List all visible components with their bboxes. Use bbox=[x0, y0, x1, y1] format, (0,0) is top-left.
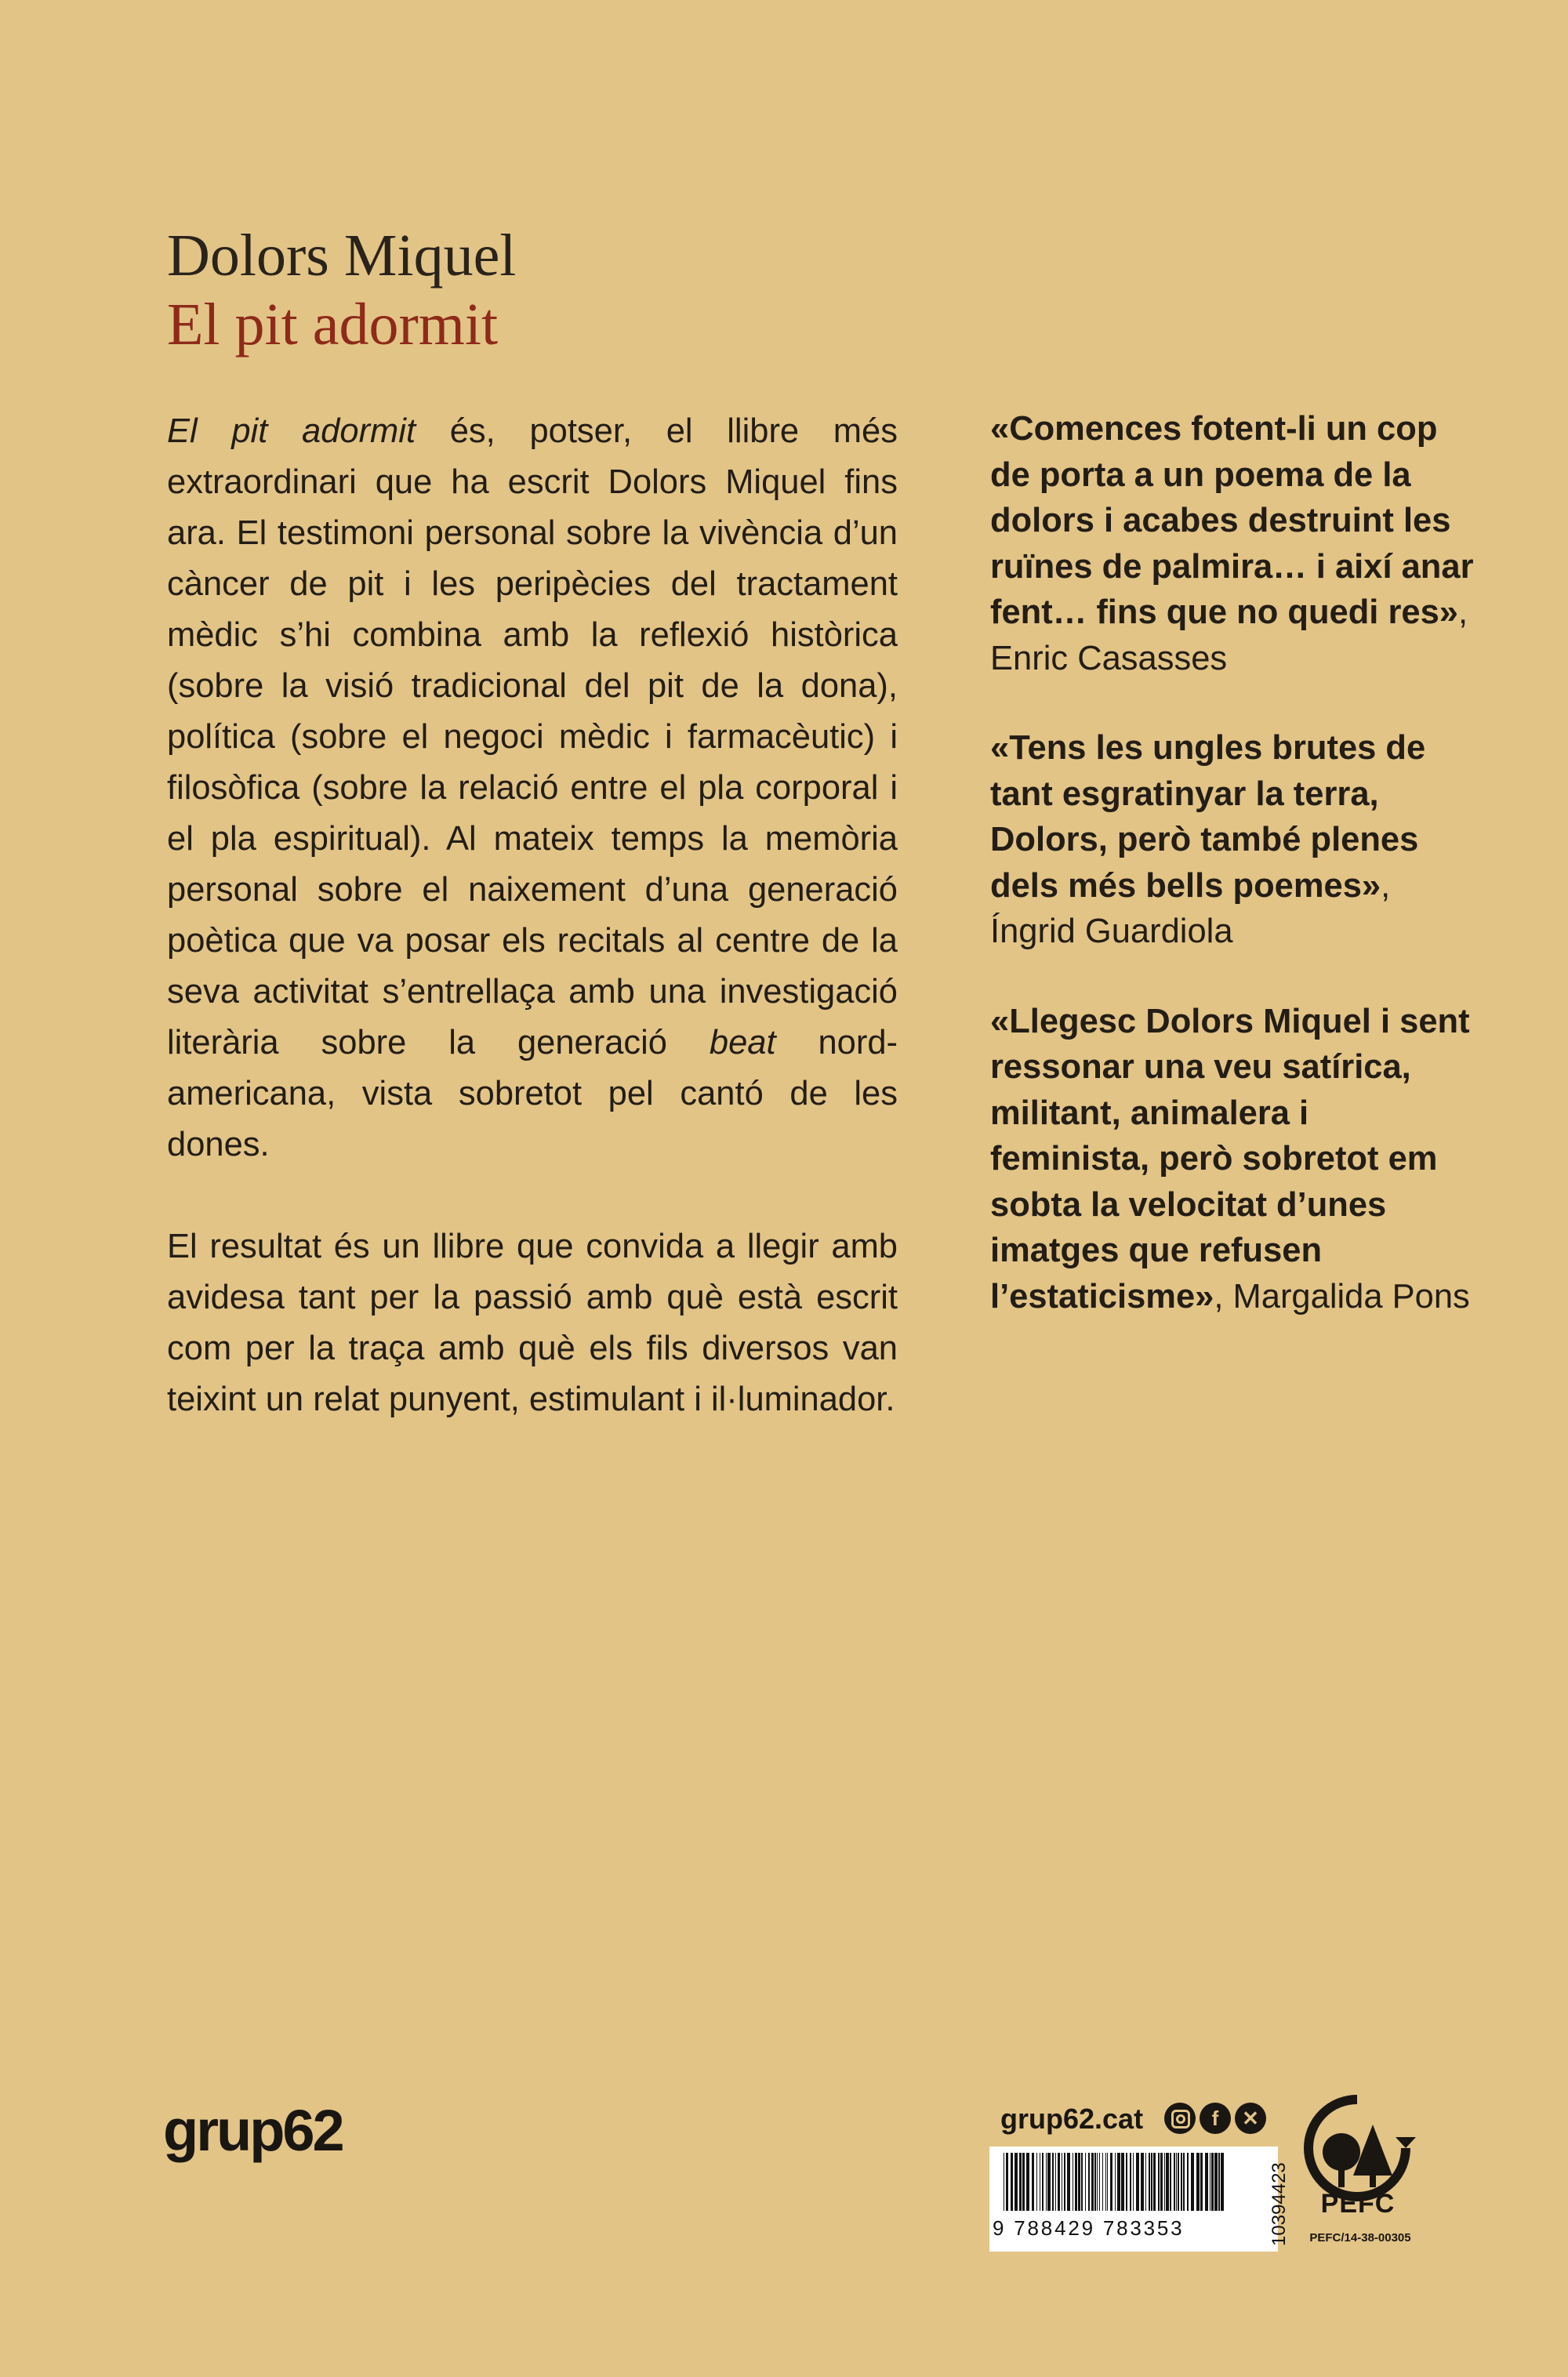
description-paragraph-2: El resultat és un llibre que convida a llegir amb avidesa tant per la passió amb què està escrit com per la traça amb què els fils diversos van teixint un relat punyent, estimulant i il·luminador. bbox=[167, 1228, 898, 1418]
barcode-bar bbox=[1047, 2153, 1051, 2211]
barcode-bar bbox=[1014, 2153, 1018, 2211]
quote-text: «Tens les ungles brutes de tant esgratinyar la terra, Dolors, però també plenes dels més bells poemes» bbox=[990, 729, 1426, 905]
book-description bbox=[167, 406, 898, 1425]
author-name: Dolors Miquel bbox=[167, 223, 517, 289]
quote-item bbox=[990, 725, 1476, 955]
barcode-bar bbox=[1164, 2153, 1165, 2211]
barcode-bar bbox=[1091, 2153, 1094, 2211]
barcode-bar bbox=[1105, 2153, 1106, 2211]
barcode-bar bbox=[1019, 2153, 1022, 2211]
barcode-bar bbox=[1136, 2153, 1139, 2211]
barcode-bar bbox=[1158, 2153, 1160, 2211]
barcode-bar bbox=[1145, 2153, 1146, 2211]
barcode-bar bbox=[1075, 2153, 1077, 2211]
barcode-bar bbox=[1102, 2153, 1103, 2211]
barcode-bar bbox=[1006, 2153, 1008, 2211]
barcode-bar bbox=[1011, 2153, 1013, 2211]
barcode-bar bbox=[1196, 2153, 1200, 2211]
book-title: El pit adormit bbox=[167, 292, 499, 357]
isbn-number: 9 788429 783353 bbox=[993, 2212, 1251, 2244]
quote-text: «Comences fotent-li un cop de porta a un poema de la dolors i acabes destruint les ruïnes de palmira… i així anar fent… fins que no quedi res» bbox=[990, 410, 1474, 631]
barcode-bar bbox=[1042, 2153, 1044, 2211]
quote-attribution: , Enric Casasses bbox=[990, 593, 1468, 677]
barcode-bar bbox=[1026, 2153, 1029, 2211]
barcode-bar bbox=[1221, 2153, 1224, 2211]
x-icon[interactable]: ✕ bbox=[1235, 2103, 1266, 2134]
barcode-bar bbox=[1032, 2153, 1034, 2211]
barcode-bar bbox=[1133, 2153, 1134, 2211]
barcode-bar bbox=[1067, 2153, 1070, 2211]
barcode-bar bbox=[1094, 2153, 1096, 2211]
barcode-bar bbox=[1176, 2153, 1177, 2211]
quote-text: «Llegesc Dolors Miquel i sent ressonar una veu satírica, militant, animalera i feminista, però sobretot em sobta la velocitat d’unes imatges que refusen l’estaticisme» bbox=[990, 1002, 1470, 1316]
barcode-bar bbox=[1160, 2153, 1163, 2211]
description-paragraph-1 bbox=[167, 406, 898, 1170]
barcode-bar bbox=[1170, 2153, 1171, 2211]
barcode-bar bbox=[1052, 2153, 1054, 2211]
barcode-bar bbox=[1151, 2153, 1152, 2211]
instagram-icon[interactable] bbox=[1164, 2103, 1196, 2134]
barcode-bar bbox=[1183, 2153, 1185, 2211]
italic-title: El pit adormit bbox=[167, 412, 416, 450]
pefc-code: PEFC/14-38-00305 bbox=[1309, 2231, 1411, 2245]
italic-beat: beat bbox=[709, 1024, 776, 1061]
description-text-a: és, potser, el llibre més extraordinari que ha escrit Dolors Miquel fins ara. El testimoni personal sobre la vivència d’un càncer de pit i les peripècies del tractament mèdic s’hi combina amb la reflexió històrica (sobre la visió tradicional del pit de la dona), política (sobre el negoci mèdic i farmacèutic) i filosòfica (sobre la relació entre el pla corporal i el pla espiritual). Al mateix temps la memòria personal sobre el naixement d’una generació poètica que va posar els recitals al centre de la seva activitat s’entrellaça amb una investigació literària sobre la generació bbox=[167, 412, 898, 1061]
barcode-bar bbox=[1141, 2153, 1144, 2211]
barcode-bar bbox=[1166, 2153, 1169, 2211]
barcode-bar bbox=[1214, 2153, 1218, 2211]
barcode-bar bbox=[1181, 2153, 1182, 2211]
barcode-bar bbox=[1153, 2153, 1156, 2211]
quote-item bbox=[990, 406, 1476, 681]
quote-item bbox=[990, 999, 1476, 1320]
barcode-bar bbox=[1130, 2153, 1131, 2211]
description-text-b: nord-americana, vista sobretot pel cantó de les dones. bbox=[167, 1024, 898, 1163]
barcode-bar bbox=[1099, 2153, 1100, 2211]
publisher-website[interactable]: grup62.cat bbox=[1000, 2103, 1144, 2135]
barcode-bar bbox=[1036, 2153, 1037, 2211]
barcode-bar bbox=[1022, 2153, 1025, 2211]
barcode-bar bbox=[1064, 2153, 1065, 2211]
barcode-bar bbox=[1055, 2153, 1056, 2211]
barcode-bar bbox=[1115, 2153, 1116, 2211]
review-quotes bbox=[990, 406, 1476, 1319]
barcode-bar bbox=[1117, 2153, 1120, 2211]
barcode-bar bbox=[1078, 2153, 1080, 2211]
quote-attribution: , Margalida Pons bbox=[1214, 1277, 1470, 1316]
barcode-bar bbox=[1081, 2153, 1083, 2211]
barcode-bar bbox=[1126, 2153, 1127, 2211]
quote-attribution: , Íngrid Guardiola bbox=[990, 866, 1391, 950]
facebook-icon[interactable]: f bbox=[1200, 2103, 1231, 2134]
publisher-logo: grup62 bbox=[163, 2098, 343, 2163]
barcode-bar bbox=[1187, 2153, 1189, 2211]
pefc-label: PEFC bbox=[1320, 2189, 1396, 2219]
barcode-bars bbox=[989, 2147, 1248, 2217]
barcode-bar bbox=[1097, 2153, 1098, 2211]
barcode-bar bbox=[1085, 2153, 1086, 2211]
barcode-bar bbox=[1218, 2153, 1220, 2211]
barcode-bar bbox=[1107, 2153, 1108, 2211]
internal-code: 10394423 bbox=[1269, 2162, 1290, 2246]
barcode-bar bbox=[1211, 2153, 1214, 2211]
barcode-bar bbox=[1178, 2153, 1179, 2211]
barcode-bar bbox=[1174, 2153, 1175, 2211]
barcode-bar bbox=[1191, 2153, 1194, 2211]
barcode-bar bbox=[1149, 2153, 1150, 2211]
barcode-bar bbox=[1110, 2153, 1112, 2211]
barcode-bar bbox=[1058, 2153, 1060, 2211]
barcode-bar bbox=[1088, 2153, 1090, 2211]
barcode-bar bbox=[1205, 2153, 1208, 2211]
barcode-bar bbox=[1121, 2153, 1124, 2211]
barcode-bar bbox=[1046, 2153, 1047, 2211]
barcode-bar bbox=[1200, 2153, 1203, 2211]
